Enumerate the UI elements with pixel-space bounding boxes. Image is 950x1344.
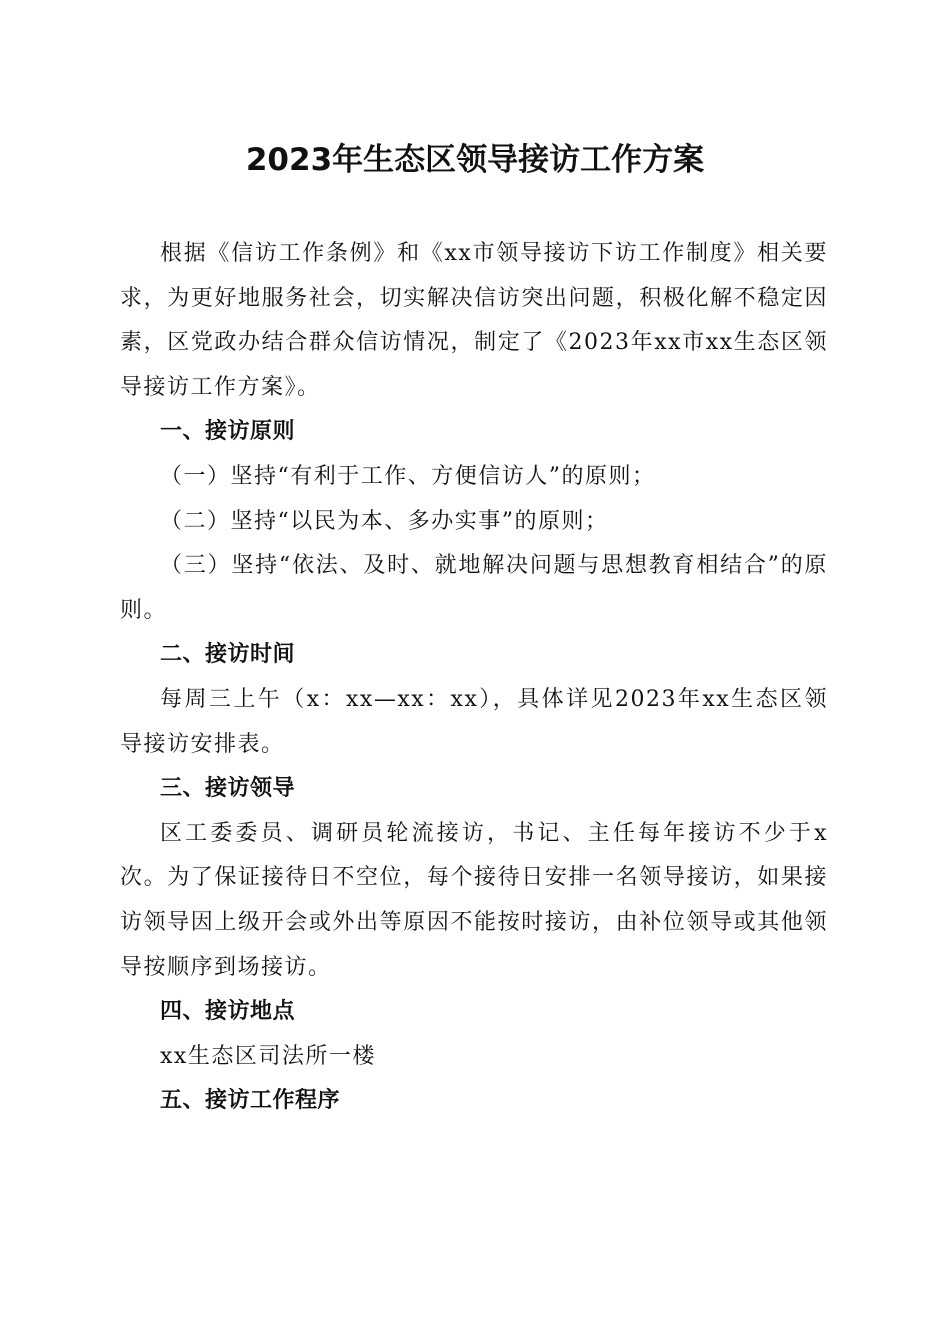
location-paragraph: xx生态区司法所一楼: [160, 1043, 376, 1069]
section-heading-principles: 一、接访原则: [160, 419, 296, 445]
section-heading-procedure: 五、接访工作程序: [160, 1088, 341, 1114]
section-heading-location: 四、接访地点: [160, 999, 296, 1025]
principle-item-1: （一）坚持“有利于工作、方便信访人”的原则；: [160, 463, 656, 489]
leaders-paragraph: 区工委委员、调研员轮流接访，书记、主任每年接访不少于x次。为了保证接待日不空位，每个接待日安排一名领导接访，如果接访领导因上级开会或外出等原因不能按时接访，由补位领导或其他领导按顺序到场接访。: [120, 820, 828, 980]
intro-paragraph: 根据《信访工作条例》和《xx市领导接访下访工作制度》相关要求，为更好地服务社会，切实解决信访突出问题，积极化解不稳定因素，区党政办结合群众信访情况，制定了《2023年xx市xx生态区领导接访工作方案》。: [120, 241, 828, 400]
section-heading-leaders: 三、接访领导: [160, 776, 296, 802]
section-heading-time: 二、接访时间: [160, 642, 296, 668]
document-body: [120, 232, 828, 1124]
time-paragraph: 每周三上午（x：xx—xx：xx），具体详见2023年xx生态区领导接访安排表。: [120, 686, 828, 757]
document-title: 2023年生态区领导接访工作方案: [245, 142, 705, 178]
principle-item-3: （三）坚持“依法、及时、就地解决问题与思想教育相结合”的原则。: [120, 553, 828, 623]
principle-item-2: （二）坚持“以民为本、多办实事”的原则；: [160, 508, 609, 534]
